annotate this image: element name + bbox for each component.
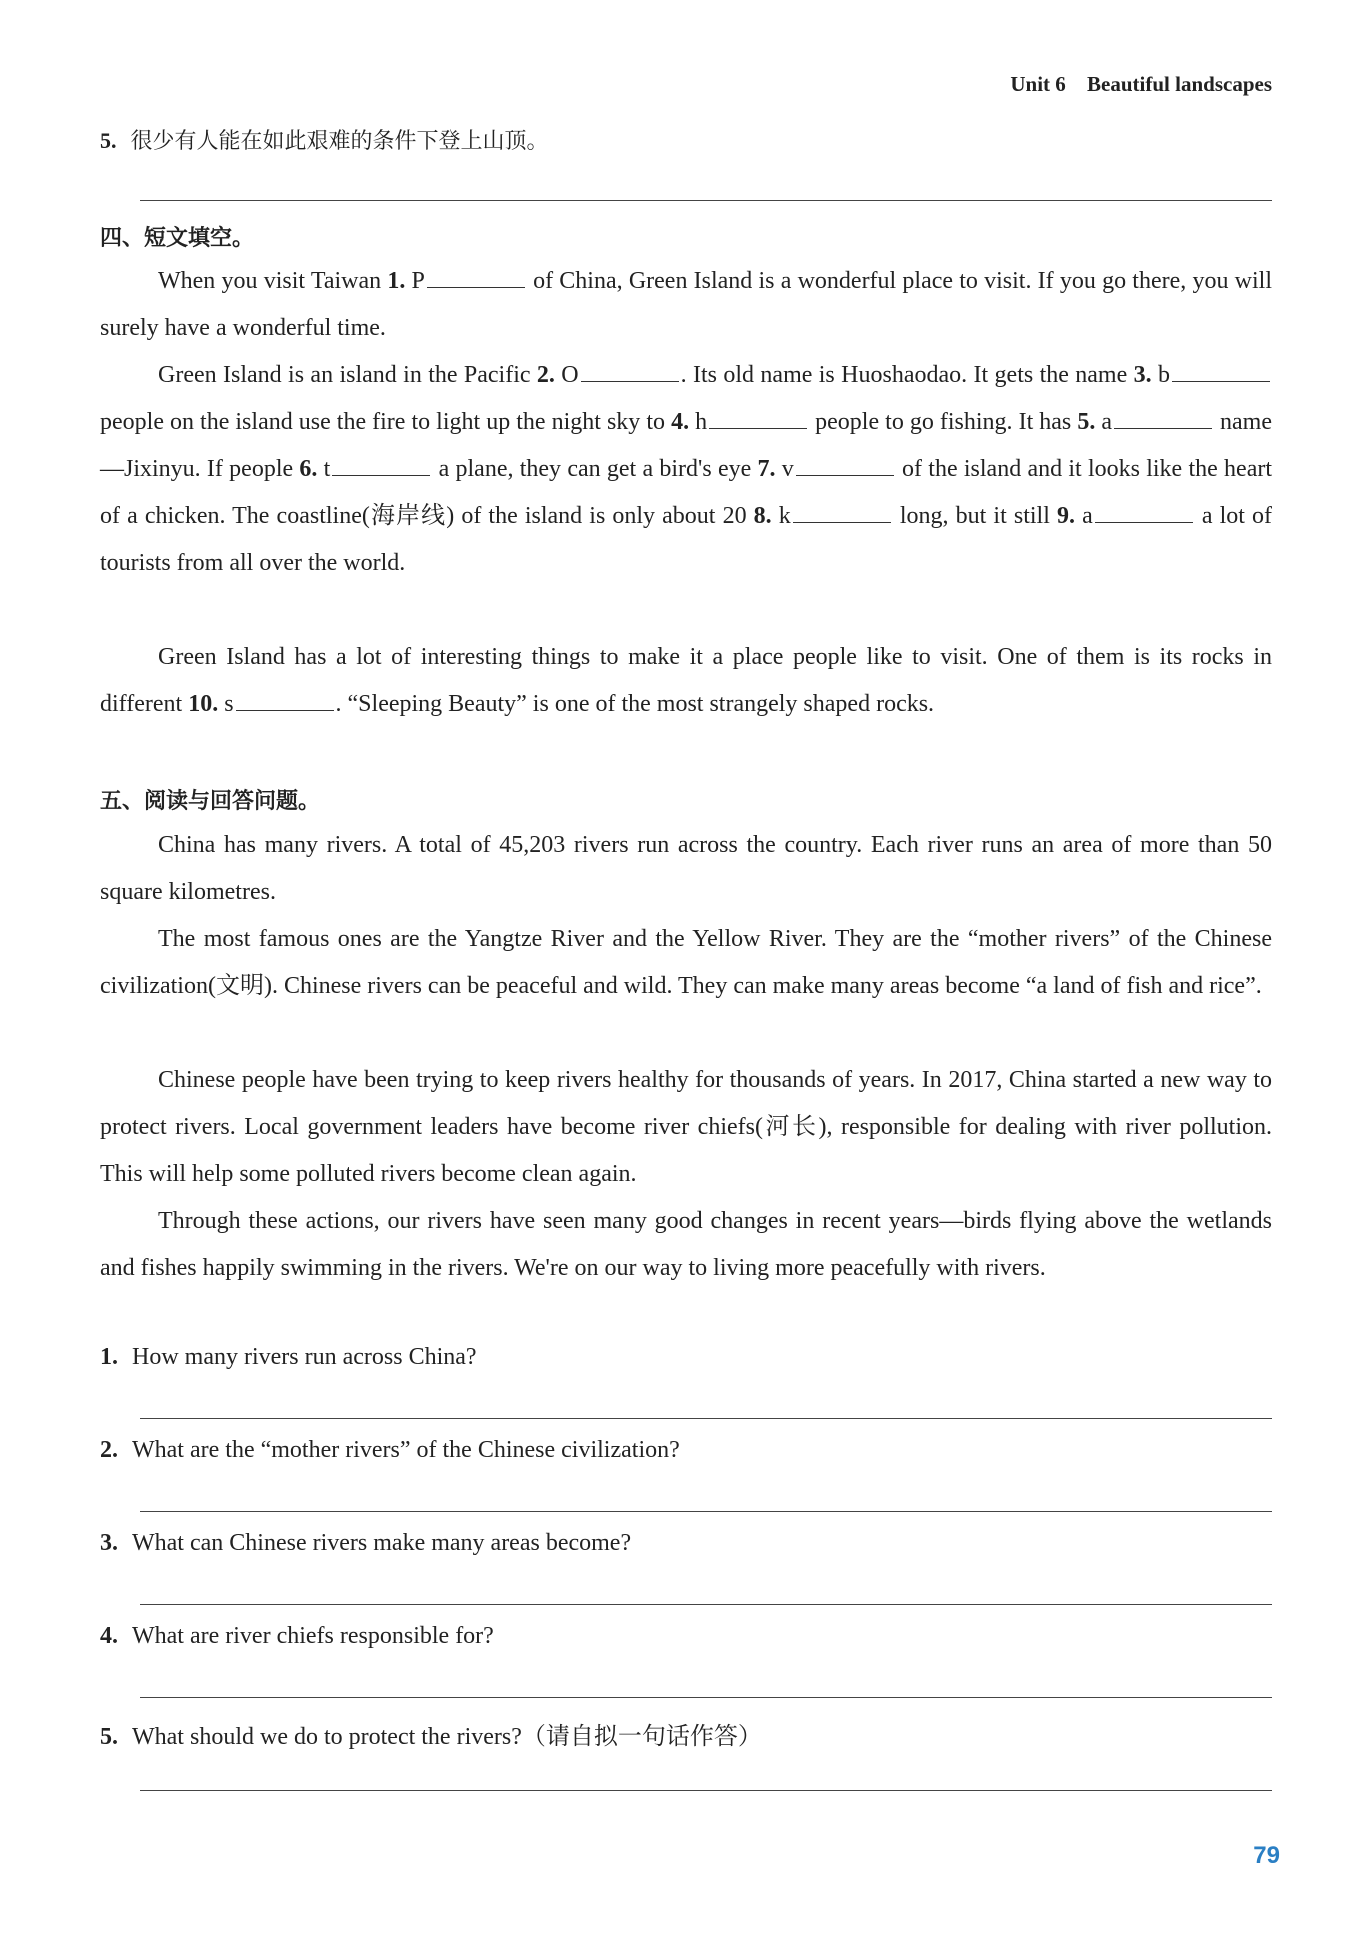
answer-line-5[interactable]: [140, 1790, 1272, 1791]
question-text: 很少有人能在如此艰难的条件下登上山顶。: [130, 129, 549, 154]
unit-title: Beautiful landscapes: [1087, 72, 1272, 96]
blank-9[interactable]: [1095, 500, 1193, 523]
answer-line-1[interactable]: [140, 1418, 1272, 1419]
question-2: 2. What are the “mother rivers” of the Chinese civilization?: [100, 1437, 680, 1463]
blank-7[interactable]: [796, 453, 894, 476]
answer-line-3[interactable]: [140, 1604, 1272, 1605]
answer-line[interactable]: [140, 200, 1272, 201]
unit-label: Unit 6: [1010, 72, 1066, 96]
page-number: 79: [1253, 1842, 1280, 1869]
reading-paragraph-1: China has many rivers. A total of 45,203 rivers run across the country. Each river runs an area of more than 50 square kilometres.: [100, 832, 1272, 905]
section-title-cloze: 四、短文填空。: [100, 226, 255, 251]
blank-3[interactable]: [1172, 359, 1270, 382]
page-header: [1010, 72, 1272, 97]
question-5: 5. What should we do to protect the rivers?（请自拟一句话作答）: [100, 1724, 762, 1750]
blank-5[interactable]: [1114, 406, 1212, 429]
question-number: 5.: [100, 128, 117, 153]
reading-paragraph-4: Through these actions, our rivers have seen many good changes in recent years—birds flying above the wetlands and fishes happily swimming in the rivers. We're on our way to living more peacefully with rivers.: [100, 1208, 1272, 1281]
blank-2[interactable]: [581, 359, 679, 382]
section-title-reading: 五、阅读与回答问题。: [100, 789, 321, 814]
blank-6[interactable]: [332, 453, 430, 476]
blank-4[interactable]: [709, 406, 807, 429]
reading-paragraph-3: Chinese people have been trying to keep rivers healthy for thousands of years. In 2017, China started a new way to protect rivers. Local government leaders have become river chiefs(河长), responsible for dealing with river pollution. This will help some polluted rivers become clean again.: [100, 1067, 1272, 1187]
reading-paragraph-2: The most famous ones are the Yangtze River and the Yellow River. They are the “mother rivers” of the Chinese civilization(文明). Chinese rivers can be peaceful and wild. They can make many areas become “a land of fish and rice”.: [100, 926, 1272, 999]
blank-10[interactable]: [236, 688, 334, 711]
question-1: 1. How many rivers run across China?: [100, 1344, 477, 1370]
blank-1[interactable]: [427, 265, 525, 288]
question-4: 4. What are river chiefs responsible for?: [100, 1623, 494, 1649]
question-3: 3. What can Chinese rivers make many areas become?: [100, 1530, 632, 1556]
answer-line-4[interactable]: [140, 1697, 1272, 1698]
cloze-paragraph-1: When you visit Taiwan 1. P of China, Green Island is a wonderful place to visit. If you go there, you will surely have a wonderful time.: [100, 258, 1272, 352]
translate-question-5: [100, 124, 549, 155]
answer-line-2[interactable]: [140, 1511, 1272, 1512]
blank-8[interactable]: [793, 500, 891, 523]
cloze-paragraph-2: Green Island is an island in the Pacific 2. O . Its old name is Huoshaodao. It gets the name 3. b people on the island use the fire to light up the night sky to 4. h people to go fishing. It has 5. a name—Jixinyu. If people 6. t a plane, they can get a bird's eye 7. v of the island and it looks like the heart of a chicken. The coastline(海岸线) of the island is only about 20 8. k long, but it still 9. a a lot of tourists from all over the world.: [100, 352, 1272, 587]
cloze-paragraph-3: Green Island has a lot of interesting things to make it a place people like to visit. One of them is its rocks in different 10. s . “Sleeping Beauty” is one of the most strangely shaped rocks.: [100, 644, 1272, 717]
